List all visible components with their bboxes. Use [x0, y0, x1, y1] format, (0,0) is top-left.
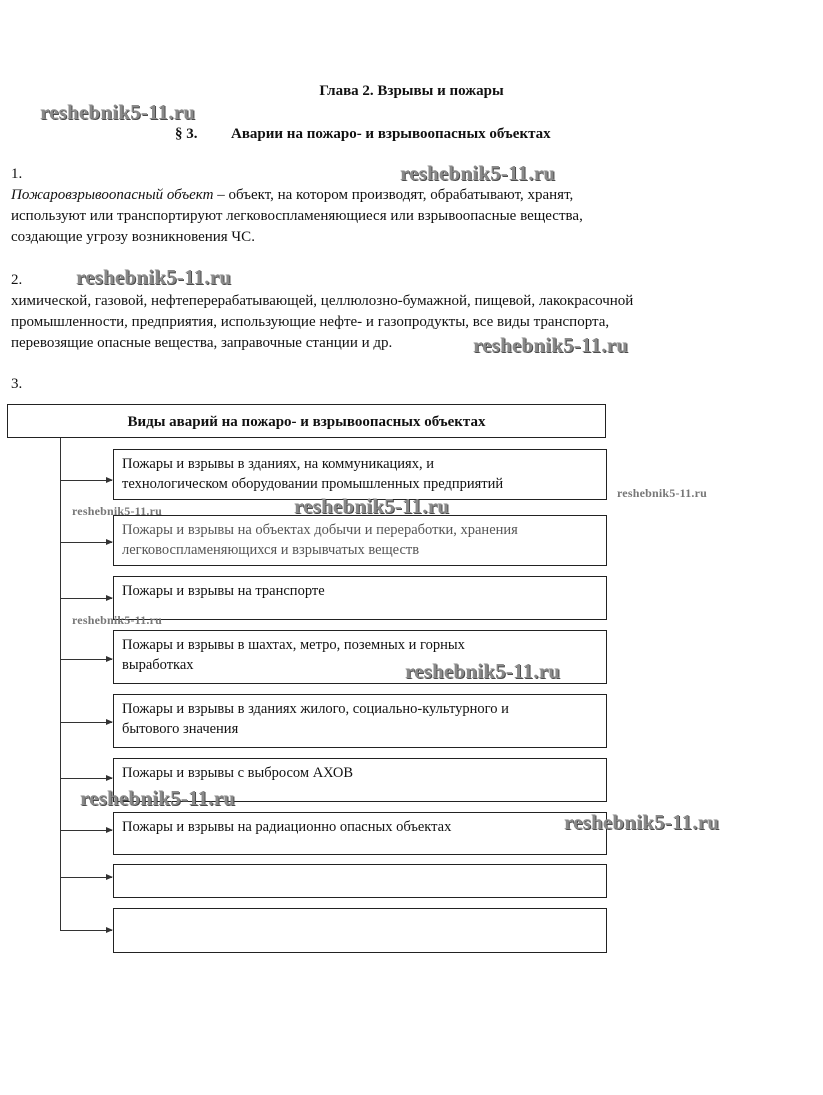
- paragraph-2-line-3: перевозящие опасные вещества, заправочные станции и др.: [11, 335, 393, 351]
- paragraph-2-line-2: промышленности, предприятия, использующие нефте- и газопродукты, все виды транспорта,: [11, 314, 610, 330]
- item-3-line-1: Пожары и взрывы на транспорте: [122, 583, 325, 599]
- diagram-item-8-empty: [113, 864, 607, 898]
- item-5-line-1: Пожары и взрывы в зданиях жилого, социально-культурного и: [122, 701, 509, 717]
- watermark-11: reshebnik5-11.ru: [564, 810, 720, 834]
- diagram-item-5: [113, 694, 607, 748]
- paragraph-2-number: 2.: [11, 272, 23, 288]
- paragraph-2: [11, 291, 791, 354]
- diagram-item-3: [113, 576, 607, 620]
- paragraph-1-line-2: используют или транспортируют легковоспламеняющиеся или взрывоопасные вещества,: [11, 208, 583, 224]
- diagram-item-7: [113, 812, 607, 855]
- chapter-title: Глава 2. Взрывы и пожары: [319, 83, 504, 99]
- arrow-1: [60, 480, 112, 481]
- arrow-9: [60, 930, 112, 931]
- paragraph-1-line-1: [11, 185, 791, 206]
- watermark-8: reshebnik5-11.ru: [72, 613, 162, 627]
- arrow-4: [60, 659, 112, 660]
- section-number: § 3.: [175, 126, 198, 142]
- item-6-line-1: Пожары и взрывы с выбросом АХОВ: [122, 765, 354, 781]
- watermark-9: reshebnik5-11.ru: [405, 659, 561, 683]
- arrow-8: [60, 877, 112, 878]
- item-4-line-2: выработках: [122, 657, 194, 673]
- arrow-5: [60, 722, 112, 723]
- watermark-2: reshebnik5-11.ru: [400, 161, 556, 185]
- item-1-line-2: технологическом оборудовании промышленных предприятий: [122, 476, 504, 492]
- arrow-3: [60, 598, 112, 599]
- diagram-item-1: [113, 449, 607, 500]
- paragraph-1-number: 1.: [11, 166, 23, 182]
- watermark-1: reshebnik5-11.ru: [40, 100, 196, 124]
- watermark-6: reshebnik5-11.ru: [294, 494, 450, 518]
- diagram-header: Виды аварий на пожаро- и взрывоопасных объектах: [7, 404, 606, 438]
- item-2-line-2: легковоспламеняющихся и взрывчатых веществ: [122, 542, 420, 558]
- definition-text: – объект, на котором производят, обрабатывают, хранят,: [213, 187, 574, 203]
- arrow-6: [60, 778, 112, 779]
- watermark-7: reshebnik5-11.ru: [72, 504, 162, 518]
- term: Пожаровзрывоопасный объект: [11, 187, 214, 203]
- diagram-connector-line: [60, 438, 61, 931]
- paragraph-1: [11, 185, 791, 248]
- watermark-4: reshebnik5-11.ru: [473, 333, 629, 357]
- diagram-item-9-empty: [113, 908, 607, 953]
- watermark-10: reshebnik5-11.ru: [80, 786, 236, 810]
- item-1-line-1: Пожары и взрывы в зданиях, на коммуникациях, и: [122, 456, 434, 472]
- item-4-line-1: Пожары и взрывы в шахтах, метро, поземных и горных: [122, 637, 465, 653]
- watermark-3: reshebnik5-11.ru: [76, 265, 232, 289]
- item-5-line-2: бытового значения: [122, 721, 239, 737]
- paragraph-2-line-1: химической, газовой, нефтеперерабатывающей, целлюлозно-бумажной, пищевой, лакокрасочной: [11, 293, 634, 309]
- section-title: Аварии на пожаро- и взрывоопасных объектах: [231, 126, 551, 142]
- watermark-5: reshebnik5-11.ru: [617, 486, 707, 500]
- paragraph-1-line-3: создающие угрозу возникновения ЧС.: [11, 229, 255, 245]
- item-7-line-1: Пожары и взрывы на радиационно опасных объектах: [122, 819, 452, 835]
- arrow-7: [60, 830, 112, 831]
- arrow-2: [60, 542, 112, 543]
- diagram-item-2: [113, 515, 607, 566]
- paragraph-3-number: 3.: [11, 376, 23, 392]
- section-heading: [175, 126, 551, 143]
- item-2-line-1: Пожары и взрывы на объектах добычи и переработки, хранения: [122, 522, 518, 538]
